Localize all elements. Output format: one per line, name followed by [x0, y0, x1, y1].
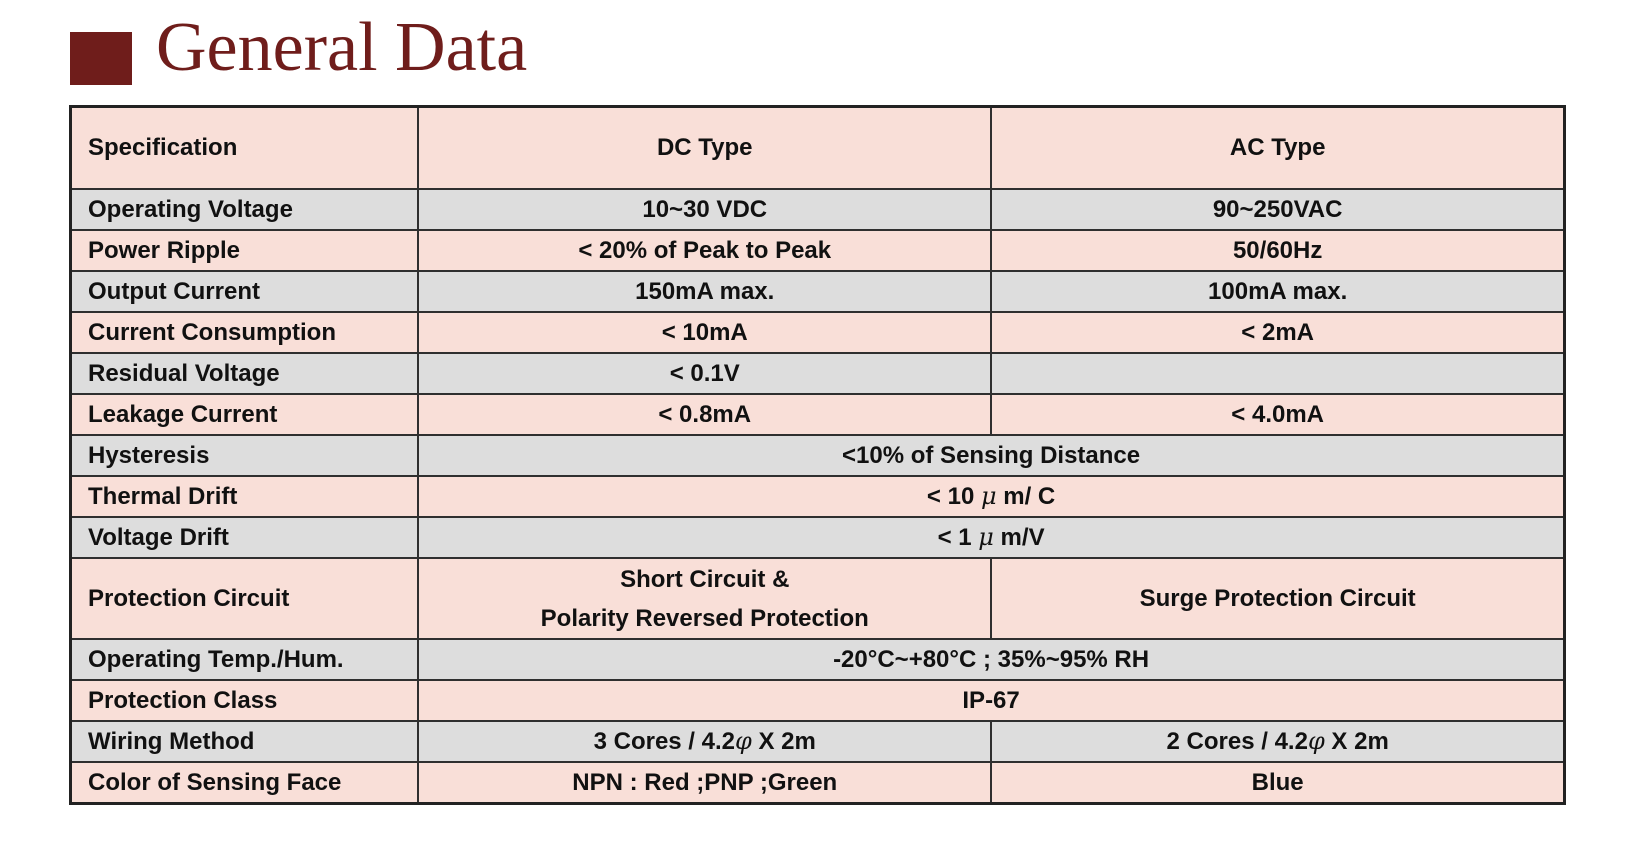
- dc-value-line-1: Short Circuit &: [620, 565, 790, 593]
- header-dc-type: DC Type: [418, 107, 991, 190]
- table-row: [71, 435, 1565, 476]
- row-label: Operating Temp./Hum.: [71, 639, 419, 680]
- dc-value: [418, 721, 991, 762]
- diameter-symbol: φ: [1307, 727, 1325, 755]
- dc-value: 150mA max.: [418, 271, 991, 312]
- header-ac-type: AC Type: [991, 107, 1564, 190]
- table-row: [71, 639, 1565, 680]
- row-label: Thermal Drift: [71, 476, 419, 517]
- table-row: [71, 394, 1565, 435]
- shared-value: IP-67: [418, 680, 1564, 721]
- diameter-symbol: φ: [735, 727, 752, 755]
- table-row: [71, 271, 1565, 312]
- shared-value: [418, 476, 1564, 517]
- dc-value: 10~30 VDC: [418, 189, 991, 230]
- dc-value: < 0.8mA: [418, 394, 991, 435]
- dc-value: NPN : Red ;PNP ;Green: [418, 762, 991, 804]
- shared-value: <10% of Sensing Distance: [418, 435, 1564, 476]
- ac-value: Blue: [991, 762, 1564, 804]
- dc-value-line-2: Polarity Reversed Protection: [540, 604, 869, 632]
- dc-value: < 10mA: [418, 312, 991, 353]
- row-label: Operating Voltage: [71, 189, 419, 230]
- dc-value: [418, 558, 991, 639]
- page-title: General Data: [156, 9, 528, 86]
- ac-value: < 2mA: [991, 312, 1564, 353]
- value-suffix: m/ C: [996, 483, 1056, 510]
- micro-symbol: μ: [980, 482, 997, 510]
- dc-value: < 20% of Peak to Peak: [418, 230, 991, 271]
- ac-value: [991, 353, 1564, 394]
- table-row: [71, 721, 1565, 762]
- row-label: Wiring Method: [71, 721, 419, 762]
- general-data-table: [69, 105, 1566, 805]
- table-row: [71, 762, 1565, 804]
- ac-value: 100mA max.: [991, 271, 1564, 312]
- row-label: Hysteresis: [71, 435, 419, 476]
- row-label: Leakage Current: [71, 394, 419, 435]
- value-prefix: 3 Cores / 4.2: [593, 728, 736, 755]
- table-row: [71, 312, 1565, 353]
- row-label: Protection Class: [71, 680, 419, 721]
- table-row: [71, 558, 1565, 639]
- ac-value: 90~250VAC: [991, 189, 1564, 230]
- row-label: Color of Sensing Face: [71, 762, 419, 804]
- shared-value: [418, 517, 1564, 558]
- row-label: Protection Circuit: [71, 558, 419, 639]
- value-suffix: m/V: [993, 524, 1045, 551]
- title-marker-square: [70, 32, 132, 85]
- table-row: [71, 680, 1565, 721]
- row-label: Current Consumption: [71, 312, 419, 353]
- row-label: Output Current: [71, 271, 419, 312]
- table-row: [71, 353, 1565, 394]
- ac-value: 50/60Hz: [991, 230, 1564, 271]
- dc-value: < 0.1V: [418, 353, 991, 394]
- micro-symbol: μ: [978, 523, 994, 551]
- ac-value: < 4.0mA: [991, 394, 1564, 435]
- page-header: [70, 8, 527, 88]
- value-prefix: < 10: [926, 483, 981, 510]
- ac-value: [991, 721, 1564, 762]
- row-label: Voltage Drift: [71, 517, 419, 558]
- value-prefix: 2 Cores / 4.2: [1166, 728, 1308, 755]
- value-suffix: X 2m: [1324, 728, 1389, 755]
- row-label: Power Ripple: [71, 230, 419, 271]
- table-row: [71, 230, 1565, 271]
- ac-value: Surge Protection Circuit: [991, 558, 1564, 639]
- table-row: [71, 476, 1565, 517]
- table-row: [71, 189, 1565, 230]
- value-prefix: < 1: [937, 524, 979, 551]
- table-row: [71, 517, 1565, 558]
- row-label: Residual Voltage: [71, 353, 419, 394]
- header-specification: Specification: [71, 107, 419, 190]
- shared-value: -20°C~+80°C ; 35%~95% RH: [418, 639, 1564, 680]
- value-suffix: X 2m: [751, 728, 816, 755]
- table-header-row: [71, 107, 1565, 190]
